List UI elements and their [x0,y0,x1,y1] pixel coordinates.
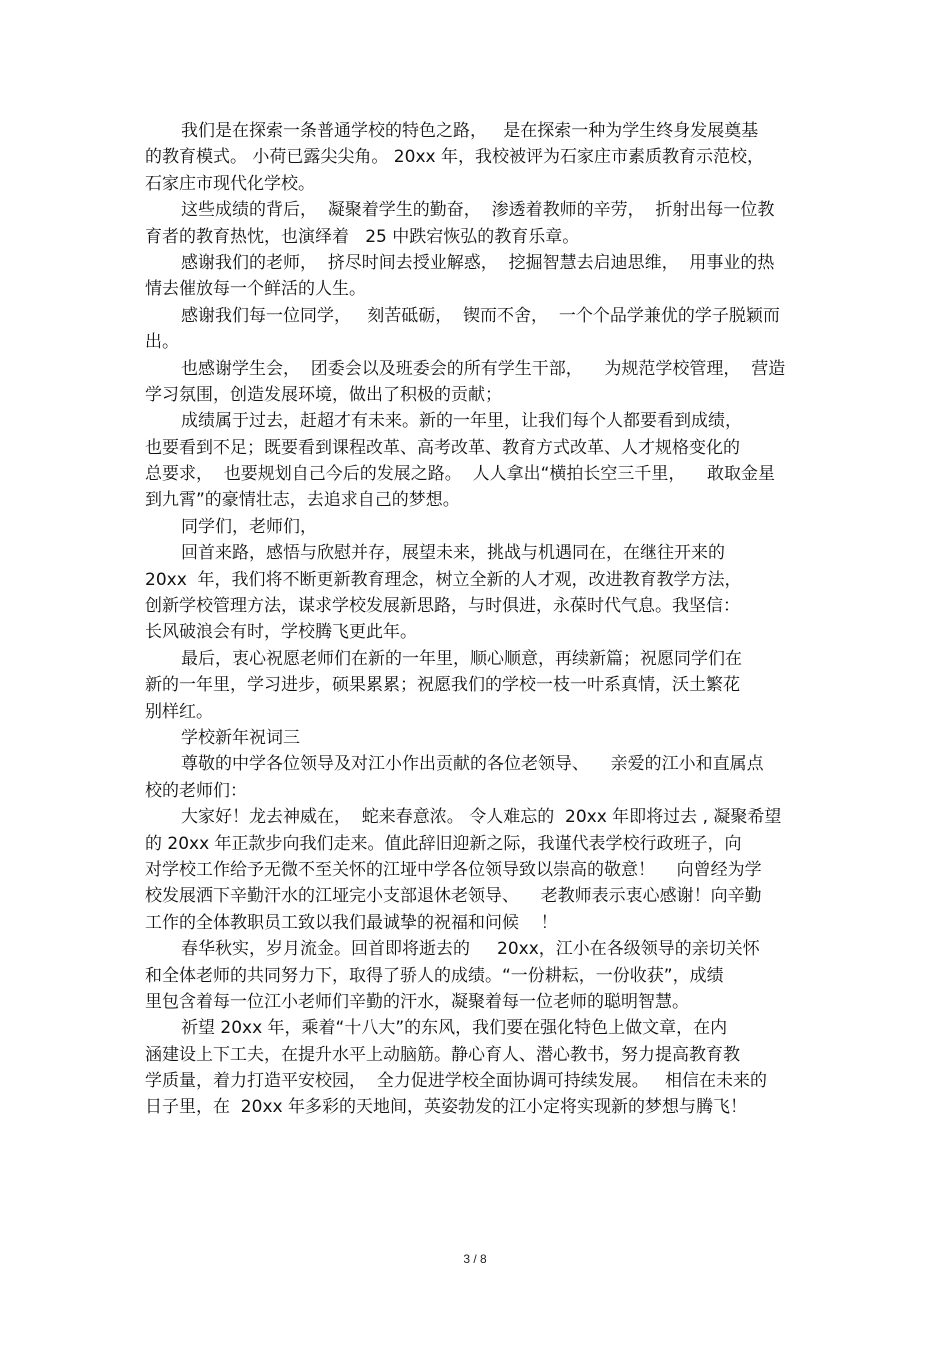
text-line: 别样红。 [145,701,213,722]
text-line: 情去催放每一个鲜活的人生。 [145,279,366,300]
text-line: 的 20xx 年正款步向我们走来。值此辞旧迎新之际，我谨代表学校行政班子，向 [145,833,742,854]
text-line: 和全体老师的共同努力下，取得了骄人的成绩。“一份耕耘，一份收获”，成绩 [145,965,724,986]
text-line: 大家好！龙去神威在， 蛇来春意浓。 令人难忘的 20xx 年即将过去 , 凝聚希望 [181,807,782,828]
section-heading: 学校新年祝词三 [181,727,300,748]
text-line: 最后，衷心祝愿老师们在新的一年里，顺心顺意，再续新篇；祝愿同学们在 [181,648,742,669]
text-line: 尊敬的中学各位领导及对江小作出贡献的各位老领导、 亲爱的江小和直属点 [181,754,764,775]
text-line: 工作的全体教职员工致以我们最诚挚的祝福和问候 ！ [145,912,558,933]
text-line: 成绩属于过去，赶超才有未来。新的一年里，让我们每个人都要看到成绩， [181,411,742,432]
text-line: 也要看到不足；既要看到课程改革、高考改革、教育方式改革、人才规格变化的 [145,437,740,458]
text-line: 祈望 20xx 年，乘着“十八大”的东风，我们要在强化特色上做文章，在内 [181,1018,728,1039]
text-line: 20xx 年，我们将不断更新教育理念，树立全新的人才观，改进教育教学方法， [145,569,742,590]
text-line: 日子里，在 20xx 年多彩的天地间，英姿勃发的江小定将实现新的梦想与腾飞！ [145,1097,747,1118]
text-line: 这些成绩的背后， 凝聚着学生的勤奋， 渗透着教师的辛劳， 折射出每一位教 [181,200,775,221]
text-line: 里包含着每一位江小老师们辛勤的汗水，凝聚着每一位老师的聪明智慧。 [145,991,689,1012]
text-line: 回首来路，感悟与欣慰并存，展望未来，挑战与机遇同在，在继往开来的 [181,543,725,564]
text-line: 同学们，老师们， [181,516,317,537]
text-line: 也感谢学生会， 团委会以及班委会的所有学生干部， 为规范学校管理， 营造 [181,358,786,379]
text-line: 涵建设上下工夫，在提升水平上动脑筋。静心育人、潜心教书，努力提高教育教 [145,1044,740,1065]
text-line: 到九霄”的豪情壮志，去追求自己的梦想。 [145,490,460,511]
text-line: 感谢我们的老师， 挤尽时间去授业解惑， 挖掘智慧去启迪思维， 用事业的热 [181,252,775,273]
text-line: 新的一年里，学习进步，硕果累累；祝愿我们的学校一枝一叶系真情，沃土繁花 [145,675,740,696]
text-line: 校的老师们： [145,780,247,801]
text-line: 总要求， 也要规划自己今后的发展之路。 人人拿出“横拍长空三千里， 敢取金星 [145,464,776,485]
text-line: 的教育模式。 小荷已露尖尖角。 20xx 年，我校被评为石家庄市素质教育示范校， [145,147,764,168]
page-number: 3 / 8 [463,1252,487,1266]
text-line: 校发展洒下辛勤汗水的江垭完小支部退休老领导、 老教师表示衷心感谢！向辛勤 [145,886,762,907]
text-line: 学质量，着力打造平安校园， 全力促进学校全面协调可持续发展。 相信在未来的 [145,1071,768,1092]
text-line: 感谢我们每一位同学， 刻苦砥砺， 锲而不舍， 一个个品学兼优的学子脱颖而 [181,305,780,326]
text-line: 我们是在探索一条普通学校的特色之路， 是在探索一种为学生终身发展奠基 [181,121,759,141]
text-line: 学习氛围，创造发展环境，做出了积极的贡献； [145,384,502,405]
text-line: 出。 [145,332,179,353]
text-line: 春华秋实，岁月流金。回首即将逝去的 20xx，江小在各级领导的亲切关怀 [181,939,760,960]
text-line: 创新学校管理方法，谋求学校发展新思路，与时俱进，永葆时代气息。我坚信： [145,596,740,617]
text-line: 长风破浪会有时，学校腾飞更此年。 [145,622,417,643]
text-line: 石家庄市现代化学校。 [145,173,315,194]
text-line: 育者的教育热忱，也演绎着 25 中跌宕恢弘的教育乐章。 [145,226,580,247]
text-line: 对学校工作给予无微不至关怀的江垭中学各位领导致以崇高的敬意！ 向曾经为学 [145,859,762,880]
document-body [145,118,815,1121]
